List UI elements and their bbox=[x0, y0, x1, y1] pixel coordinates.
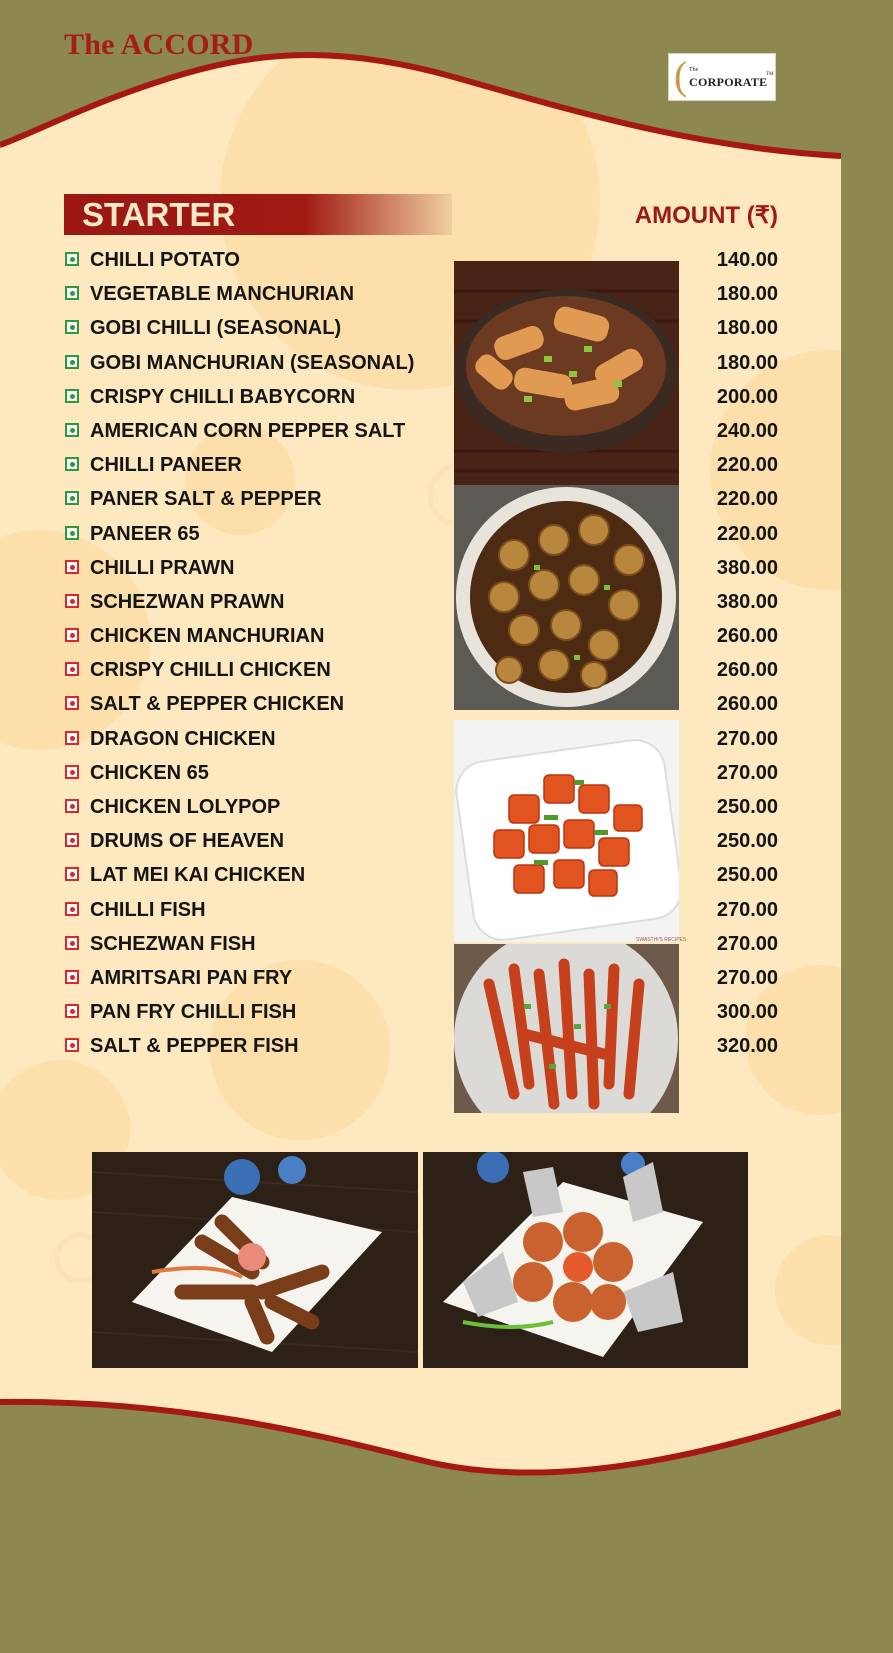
menu-item-name: AMERICAN CORN PEPPER SALT bbox=[90, 419, 406, 442]
menu-item-name: SCHEZWAN PRAWN bbox=[90, 590, 285, 613]
food-photo-veg-manchurian bbox=[454, 485, 679, 710]
nonveg-indicator-icon bbox=[65, 628, 79, 642]
veg-indicator-icon bbox=[65, 286, 79, 300]
menu-item-name: PANEER 65 bbox=[90, 522, 200, 545]
menu-item-name: CHILLI FISH bbox=[90, 898, 206, 921]
menu-item-name: SCHEZWAN FISH bbox=[90, 932, 256, 955]
indicator-dot bbox=[70, 1009, 75, 1014]
indicator-dot bbox=[70, 394, 75, 399]
menu-item-name: PAN FRY CHILLI FISH bbox=[90, 1001, 297, 1024]
indicator-dot bbox=[70, 667, 75, 672]
menu-item-name: DRAGON CHICKEN bbox=[90, 727, 276, 750]
food-photo-chilli-prawn bbox=[454, 944, 679, 1113]
menu-item-name: DRUMS OF HEAVEN bbox=[90, 830, 285, 853]
corporate-logo bbox=[668, 53, 776, 101]
nonveg-indicator-icon bbox=[65, 902, 79, 916]
indicator-dot bbox=[70, 291, 75, 296]
menu-item-price: 180.00 bbox=[716, 283, 778, 306]
nonveg-indicator-icon bbox=[65, 594, 79, 608]
indicator-dot bbox=[70, 496, 75, 501]
menu-item-name: CHICKEN 65 bbox=[90, 761, 209, 784]
menu-item-price: 320.00 bbox=[716, 1035, 778, 1058]
indicator-dot bbox=[70, 428, 75, 433]
nonveg-indicator-icon bbox=[65, 1004, 79, 1018]
menu-item-price: 270.00 bbox=[716, 932, 778, 955]
veg-indicator-icon bbox=[65, 457, 79, 471]
logo-trademark: TM bbox=[766, 72, 774, 77]
nonveg-indicator-icon bbox=[65, 662, 79, 676]
indicator-dot bbox=[70, 1043, 75, 1048]
menu-item-name: CHILLI PANEER bbox=[90, 454, 242, 477]
food-photo-chilli-paneer bbox=[454, 720, 679, 942]
menu-item-price: 200.00 bbox=[716, 385, 778, 408]
menu-item-price: 270.00 bbox=[716, 761, 778, 784]
veg-indicator-icon bbox=[65, 355, 79, 369]
veg-indicator-icon bbox=[65, 252, 79, 266]
menu-item-name: GOBI MANCHURIAN (SEASONAL) bbox=[90, 351, 415, 374]
menu-item-price: 220.00 bbox=[716, 522, 778, 545]
indicator-dot bbox=[70, 838, 75, 843]
food-photo-seekh-platter bbox=[92, 1152, 418, 1368]
nonveg-indicator-icon bbox=[65, 560, 79, 574]
menu-item-price: 380.00 bbox=[716, 590, 778, 613]
indicator-dot bbox=[70, 633, 75, 638]
food-photo-chicken-platter bbox=[423, 1152, 748, 1368]
veg-indicator-icon bbox=[65, 389, 79, 403]
menu-item-name: CRISPY CHILLI CHICKEN bbox=[90, 659, 331, 682]
menu-item-name: SALT & PEPPER FISH bbox=[90, 1035, 299, 1058]
nonveg-indicator-icon bbox=[65, 1038, 79, 1052]
indicator-dot bbox=[70, 941, 75, 946]
indicator-dot bbox=[70, 257, 75, 262]
logo-swoosh-icon: ( bbox=[674, 53, 688, 98]
menu-item-name: CHILLI PRAWN bbox=[90, 556, 235, 579]
indicator-dot bbox=[70, 975, 75, 980]
indicator-dot bbox=[70, 872, 75, 877]
indicator-dot bbox=[70, 360, 75, 365]
menu-item-price: 250.00 bbox=[716, 796, 778, 818]
nonveg-indicator-icon bbox=[65, 765, 79, 779]
menu-item-price: 270.00 bbox=[716, 727, 778, 750]
indicator-dot bbox=[70, 462, 75, 467]
nonveg-indicator-icon bbox=[65, 833, 79, 847]
menu-item-price: 260.00 bbox=[716, 625, 778, 648]
veg-indicator-icon bbox=[65, 423, 79, 437]
menu-item-price: 270.00 bbox=[716, 966, 778, 989]
logo-prefix: The bbox=[689, 67, 699, 73]
photo-watermark: SWASTHI'S RECIPES bbox=[636, 937, 687, 943]
indicator-dot bbox=[70, 599, 75, 604]
menu-item-price: 380.00 bbox=[716, 556, 778, 579]
menu-item-price: 180.00 bbox=[716, 317, 778, 340]
indicator-dot bbox=[70, 770, 75, 775]
menu-item-price: 240.00 bbox=[716, 419, 778, 442]
indicator-dot bbox=[70, 325, 75, 330]
menu-item-price: 250.00 bbox=[716, 864, 778, 887]
menu-item-name: PANER SALT & PEPPER bbox=[90, 488, 322, 511]
nonveg-indicator-icon bbox=[65, 970, 79, 984]
nonveg-indicator-icon bbox=[65, 867, 79, 881]
menu-item-name: CHILLI POTATO bbox=[90, 249, 240, 271]
amount-column-header: AMOUNT (₹) bbox=[634, 202, 778, 229]
veg-indicator-icon bbox=[65, 526, 79, 540]
menu-item-price: 260.00 bbox=[716, 659, 778, 682]
food-photo-chilli-potato bbox=[454, 261, 679, 485]
restaurant-name: The ACCORD bbox=[64, 28, 254, 61]
menu-item-price: 250.00 bbox=[716, 830, 778, 853]
veg-indicator-icon bbox=[65, 320, 79, 334]
menu-item-name: LAT MEI KAI CHICKEN bbox=[90, 864, 306, 887]
menu-item-name: SALT & PEPPER CHICKEN bbox=[90, 693, 345, 716]
menu-item-name: GOBI CHILLI (SEASONAL) bbox=[90, 317, 342, 340]
menu-item-price: 300.00 bbox=[716, 1001, 778, 1024]
menu-item-price: 220.00 bbox=[716, 488, 778, 511]
menu-item-price: 140.00 bbox=[716, 249, 778, 271]
menu-item-price: 260.00 bbox=[716, 693, 778, 716]
menu-item-price: 270.00 bbox=[716, 898, 778, 921]
menu-item-price: 180.00 bbox=[716, 351, 778, 374]
indicator-dot bbox=[70, 804, 75, 809]
indicator-dot bbox=[70, 565, 75, 570]
nonveg-indicator-icon bbox=[65, 936, 79, 950]
nonveg-indicator-icon bbox=[65, 696, 79, 710]
section-header bbox=[64, 194, 452, 235]
veg-indicator-icon bbox=[65, 491, 79, 505]
menu-item-name: CHICKEN MANCHURIAN bbox=[90, 625, 325, 648]
menu-item-name: VEGETABLE MANCHURIAN bbox=[90, 283, 355, 306]
nonveg-indicator-icon bbox=[65, 731, 79, 745]
menu-item-name: AMRITSARI PAN FRY bbox=[90, 966, 293, 989]
indicator-dot bbox=[70, 907, 75, 912]
menu-item-name: CRISPY CHILLI BABYCORN bbox=[90, 385, 356, 408]
indicator-dot bbox=[70, 531, 75, 536]
nonveg-indicator-icon bbox=[65, 799, 79, 813]
menu-item-name: CHICKEN LOLYPOP bbox=[90, 796, 281, 818]
logo-name: CORPORATE bbox=[689, 75, 768, 89]
section-title: STARTER bbox=[82, 196, 236, 233]
indicator-dot bbox=[70, 736, 75, 741]
indicator-dot bbox=[70, 701, 75, 706]
menu-item-price: 220.00 bbox=[716, 454, 778, 477]
